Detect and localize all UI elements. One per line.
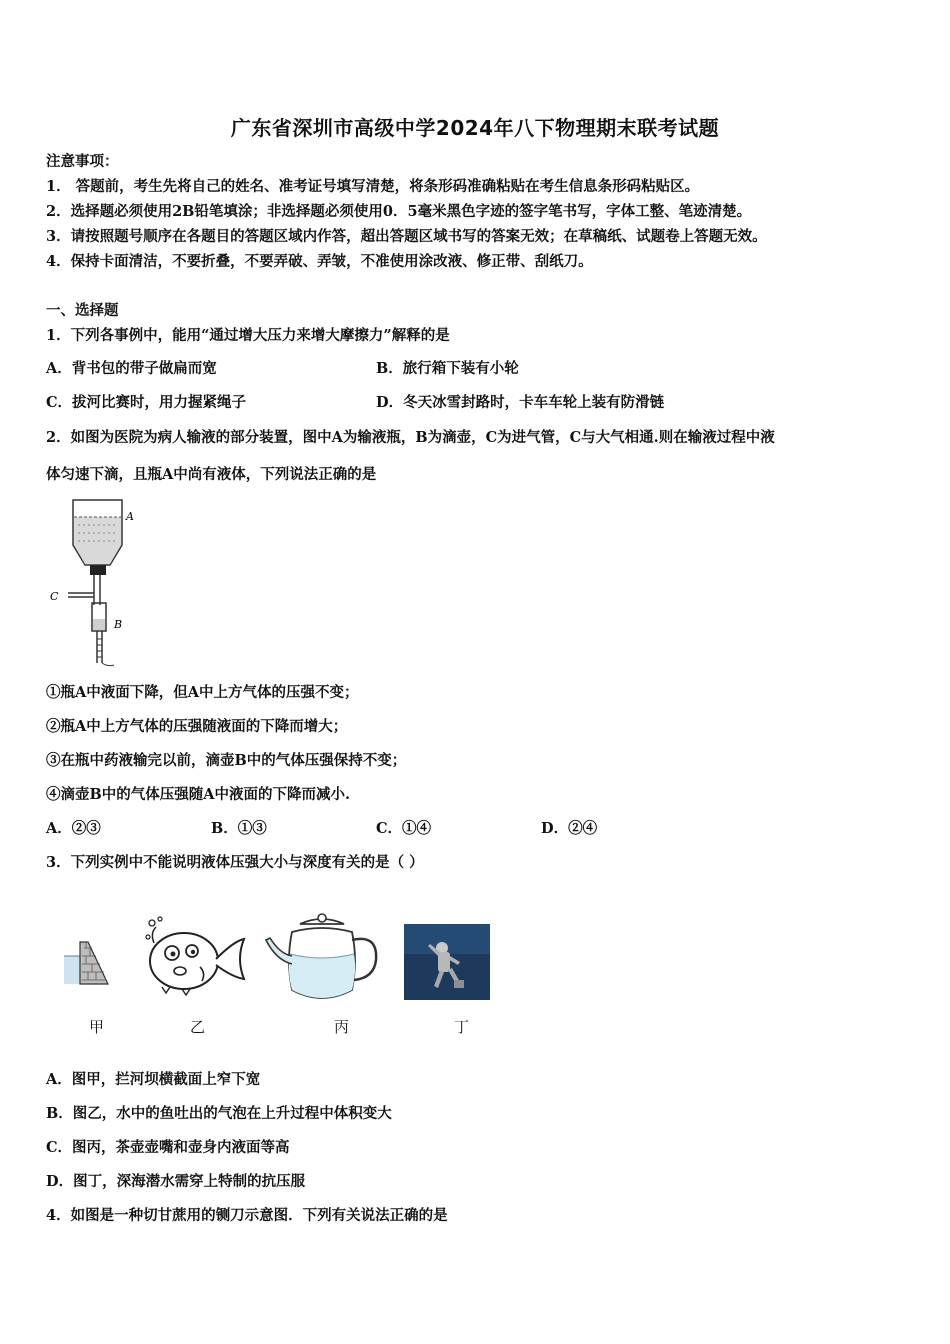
q1-option-d: D．冬天冰雪封路时，卡车车轮上装有防滑链 (376, 394, 665, 411)
figure-label-yi: 乙 (190, 1018, 206, 1036)
q2-statement: ②瓶A中上方气体的压强随液面的下降而增大； (46, 718, 348, 735)
notice-item: 3．请按照题号顺序在各题目的答题区域内作答，超出答题区域书写的答案无效；在草稿纸、试题卷上答题无效。 (46, 228, 767, 245)
notice-item: 2．选择题必须使用2B铅笔填涂；非选择题必须使用0．5毫米黑色字迹的签字笔书写，字体工整、笔迹清楚。 (46, 203, 752, 220)
question-1-stem: 1．下列各事例中，能用“通过增大压力来增大摩擦力”解释的是 (46, 327, 450, 344)
diver-figure (404, 924, 490, 1000)
q2-statement: ③在瓶中药液输完以前，滴壶B中的气体压强保持不变； (46, 752, 407, 769)
q1-option-b: B．旅行箱下装有小轮 (376, 360, 519, 377)
figure-label-c: C (50, 590, 59, 603)
figure-label-bing: 丙 (334, 1018, 350, 1036)
dam-figure (62, 938, 112, 986)
question-2-stem-cont: 体匀速下滴，且瓶A中尚有液体，下列说法正确的是 (46, 466, 377, 483)
question-3-stem: 3．下列实例中不能说明液体压强大小与深度有关的是（ ） (46, 854, 424, 871)
notice-item: 1． 答题前，考生先将自己的姓名、准考证号填写清楚，将条形码准确粘贴在考生信息条形码粘贴区。 (46, 178, 700, 195)
iv-drip-figure (40, 495, 150, 675)
q2-option-b: B．①③ (211, 820, 267, 837)
figure-label-ding: 丁 (454, 1018, 470, 1036)
question-4-stem: 4．如图是一种切甘蔗用的铡刀示意图．下列有关说法正确的是 (46, 1207, 448, 1224)
q1-option-c: C．拔河比赛时，用力握紧绳子 (46, 394, 247, 411)
q2-statement: ①瓶A中液面下降，但A中上方气体的压强不变； (46, 684, 359, 701)
q1-option-a: A．背书包的带子做扁而宽 (46, 360, 217, 377)
figure-label-b: B (114, 618, 123, 631)
q2-option-d: D．②④ (541, 820, 598, 837)
notice-heading: 注意事项： (46, 153, 119, 170)
q2-statement: ④滴壶B中的气体压强随A中液面的下降而减小. (46, 786, 351, 803)
figure-label-jia: 甲 (89, 1018, 105, 1036)
page-title: 广东省深圳市高级中学2024年八下物理期末联考试题 (230, 116, 720, 140)
notice-item: 4．保持卡面清洁，不要折叠，不要弄破、弄皱，不准使用涂改液、修正带、刮纸刀。 (46, 253, 593, 270)
q3-option-a: A．图甲，拦河坝横截面上窄下宽 (46, 1071, 261, 1088)
q3-option-b: B．图乙，水中的鱼吐出的气泡在上升过程中体积变大 (46, 1105, 392, 1122)
question-2-stem: 2．如图为医院为病人输液的部分装置，图中A为输液瓶，B为滴壶，C为进气管，C与大气相通.则在输液过程中液 (46, 429, 775, 446)
q3-option-d: D．图丁，深海潜水需穿上特制的抗压服 (46, 1173, 306, 1190)
q2-option-a: A．②③ (46, 820, 101, 837)
q3-option-c: C．图丙，茶壶壶嘴和壶身内液面等高 (46, 1139, 290, 1156)
section-heading: 一、选择题 (46, 302, 119, 319)
fish-figure (142, 915, 250, 999)
figure-label-a: A (126, 510, 134, 523)
teapot-figure (262, 910, 382, 1008)
q2-option-c: C．①④ (376, 820, 432, 837)
